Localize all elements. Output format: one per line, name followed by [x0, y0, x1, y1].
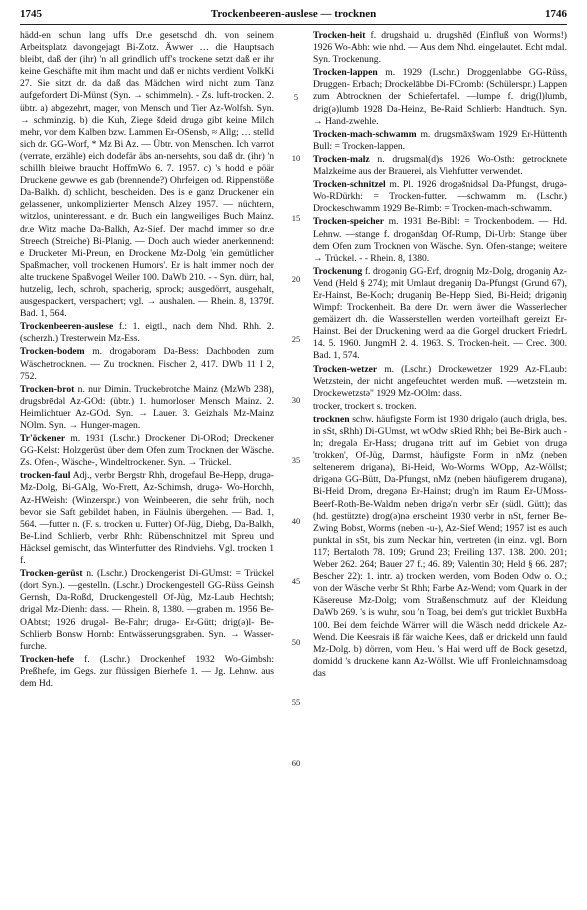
line-number: 35 — [291, 455, 301, 465]
left-column — [20, 30, 274, 691]
entry-headword: Trocken-gerüst — [20, 568, 83, 580]
entry-text: f. drugshaid u. drugshēd (Einfluß von Worms!) 1926 Wo-Abh: wie nhd. — Aus dem Nhd. eingelautet. Echt mdal. Syn. Trockenung. — [313, 30, 567, 66]
line-number: 50 — [291, 636, 301, 647]
dictionary-entry — [313, 67, 567, 127]
dictionary-entry — [313, 414, 567, 680]
entry-headword: Trocken-wetzer — [313, 363, 378, 375]
line-number: 55 — [291, 697, 301, 707]
dictionary-entry — [20, 30, 274, 320]
entry-text: m. 1931 (Lschr.) Drockener Di-ORod; Dreckener GG-Kelst: Holzgerüst über dem Ofen zum Trocknen der Wäsche. Zs. Ofen-, Wäsche-, Windeltrockener. Syn. → Trückel. — [20, 433, 274, 469]
dictionary-entry — [20, 568, 274, 653]
dictionary-entry — [20, 346, 274, 382]
entry-text: m. 1929 (Lschr.) Droggenlabbe GG-Rüss, Druggen- Erbach; Drockelābbe Di-FCromb: (Schülerspr.) Lappen zum Abtrocknen der Schiefertafel. —lumpe f. drig(l)lumb, drig(ə)lumb 1928 Da-Heinz, Be-Raid Schlierb: Handtuch. Syn. → Hand-zwehle. — [313, 67, 567, 127]
entry-headword: Trocken-lappen — [313, 67, 378, 79]
entry-headword: Trocken-hefe — [20, 653, 74, 665]
entry-text: f. drogəniŋ GG-Erf, drogniŋ Mz-Dolg, drogəniŋ Az-Vend (Held § 274); mit Umlaut dregəniŋ Da-Pfungst (Grund 67), Er-Hainst, Be-Koch; drugəniŋ Be-Hepp Sied, Bi-Heid; drigəniŋ Wimpf: Trockenheit. Ba dere Dr. wern äwer die Wasserlecher gemäizert dh. die Wasserstellen werden vorteilhaft gereizt Er-Hainst. Bei der Druckening werd aa die Gorgel druckert FriedrL 14. 5. 1960. JungmH 2. 4. 1963. S. Trocken-heit. — Crec. 300. Bad. 1, 574. — [313, 265, 567, 362]
dictionary-entry — [313, 401, 567, 413]
dictionary-entry — [313, 30, 567, 66]
line-number: 30 — [291, 394, 301, 405]
entry-text: f.: 1. eigtl., nach dem Nhd. Rhh. 2. (scherzh.) Tresterwein Mz-Ess. — [20, 321, 274, 345]
entry-text: n. nur Dimin. Truckebrotche Mainz (MzWb 238), drugsbrēdǝl Az-GOd: (übtr.) 1. humorloser Mensch Mainz. 2. Heimlichtuer Az-GOd. Syn. → Lauer. 3. Geizhals Mz-Mainz NOlm. Syn. → Hunger-magen. — [20, 383, 274, 431]
dictionary-entry — [313, 216, 567, 264]
entry-headword: Trocken-heit — [313, 30, 366, 41]
dictionary-entry — [20, 654, 274, 690]
entry-text: m. drugsmāxšwam 1929 Er-Hüttenth Bull: = Trocken-lappen. — [313, 128, 568, 152]
line-number: 25 — [291, 334, 301, 344]
entry-text: n. drugsmal(d)s 1926 Wo-Osth: getrocknete Malzkeime aus der Brauerei, als Viehfutter verwendet. — [313, 153, 567, 178]
entry-headword: Trocken-schnitzel — [313, 179, 386, 191]
dictionary-entry — [313, 364, 567, 400]
dictionary-entry — [313, 154, 567, 178]
entry-text: m. (Lschr.) Drockewetzer 1929 Az-FLaub: Wetzstein, der nicht angefeuchtet werden muß. —wetzstein m. Drockewetzstə" 1929 Mz-OOlm: dass. — [313, 363, 567, 399]
line-number: 5 — [293, 92, 299, 102]
dictionary-entry — [313, 266, 567, 363]
line-number: 60 — [291, 757, 301, 768]
line-number: 45 — [291, 576, 301, 586]
entry-text: m. 1931 Be-Bibl: = Trockenbodem. — Hd. Lehnw. —stange f. drogənšdaŋ Of-Rump, Di-Urb: Stange über dem Ofen zum Trocknen von Wäsche. Syn. Ofen-stange; weitere → Trückel. - - Rhein. 8, 1380. — [313, 216, 567, 264]
entry-headword: Trockenbeeren-auslese — [20, 321, 114, 333]
dictionary-entry — [20, 321, 274, 345]
entry-text: hädd-en schun lang uffs Dr.e gesetschd dh. von seinem Arbeitsplatz davongejagt Bi-Zotz. Äwwer … die Hauptsach bleibt, daß der (ihr) 'n all grindlich uff's trockene setzt daß er ihr keine Geschäfte mit ihm macht und daß er nichts verdient VolkKi 27. Sie sitzt dr. da daß das Mädchen wird nicht zum Tanz aufgefordert Di-Münst (Syn. → schimmeln). - Zs. luft-trocken. 2. übtr. a) abgezehrt, mager, von Mensch und Tier Az-Wolfsh. Syn. → schminzig. b) die Kuh, Ziege šdeid drugə gibt keine Milch mehr, vor dem Kalben bzw. Lammen Er-OSensb, ≈ Allg; … stelld sich dr. GG-Worf, * Mz Bi Az. — Übtr. von Menschen. Ich varrot (verrate, erzähle) eich dodefär äbs an-nersehts, sou daß dr. (ihr) 'n schillh bleiwe braucht HoffmWo 6. 7. 1957. c) 's hodd e pöär Druckene gewwe es gab (brennende?) Ohrfeigen od. Rippenstöße Da-Balkh. d) schlicht, bescheiden. Des is e ganz Druckener ein gelassener, unkomplizierter Mensch Alzey 1957. — nüchtern, witzlos, uninteressant. e dr. Buch ein langweiliges Buch Mainz. dr.e Witz mache Da-Balkh, Az-Sief. Der machd immer so dr.e Streech (Streiche) Bi-Planig. — Doch auch wieder anerkennend: e Drucketer Mi-Preun, en Drockene Mz-Dolg 'ein gemütlicher Spaßmacher, voll trockenen Humors'. Er is halt immer noch der alte truckene Spaßvogel Weiler 100. DaWb 210. - - Syn. dürr, hal, hutzelig, lech, schroh, spacherig, sprock; ausgedörrt, ausgehalt, ausgespackert, verspachert; vgl. → aushalen. — Rhein. 8, 1379f. Bad. 1, 564. — [20, 30, 274, 320]
dictionary-entry — [20, 384, 274, 432]
entry-headword: Trocken-speicher — [313, 216, 385, 228]
right-column — [313, 30, 567, 681]
dictionary-entry — [20, 470, 274, 567]
running-title: Trockenbeeren-auslese — trocknen — [210, 8, 377, 20]
entry-headword: Tr'öckener — [20, 433, 66, 445]
line-number: 20 — [291, 273, 301, 284]
entry-headword: Trocken-malz — [313, 153, 370, 165]
entry-text: n. (Lschr.) Drockengerist Di-GUmst: = Trückel (dort Syn.). —gestelln. (Lschr.) Drockengestell GG-Rüss Geinsh Gernsh, Da-Roßd, Druckengestell Of-Jüg, Mz-Laub Hechtsh; drigəl Mz-Dienh: dass. — Rhein. 8, 1380. —graben m. 1956 Be-OAbtst; 1926 drugəl- Be-Fahr; drugə- Er-Gütt; drig(ə)l- Be-Schlierb Bonsw Hornb: Entwässerungsgraben. Syn. → Wasser-furche. — [20, 568, 274, 652]
entry-text: schw. häufigste Form ist 1930 drigəlo (auch drigla, bes. in sSt, sRhh) Di-GUmst, wt wOdw sRied Rhh; bei Be-Birk auch -ln; dregələ Er-Hass; drugənə tritt auf im Gebiet von drugə 'trokken', Of-Jüg, Darmst, häufigste Form in nMz (neben seltenerem drigənə), Bi-Heid, Wo-Worms WOpp, Az-Wöllst; drigənə GG-Bütt, Da-Pfungst, nMz (neben häufigerem drugənə), Bi-Heid Drom, dregənə Er-Hainst; drug'n im Raum Er-UMoss-Beerf-Roth-Be-Waldm neben drigə'n verbr sEr (südl. Gütt); das (hd. gestützte) drog(ə)nə erscheint 1930 verbr in nSt, ferner Be-Zwing Bobst, Worms (neben -u-), Az-Sief Wend; 1957 ist es auch punktal in sSt, bis zum Neckar hin, vertreten (in einz. vgl. Born 117; Bertaloth 78. 109; Grund 23; Freiling 137. 138. 200. 201; Weber 262. 264; Bauer 27 f.; 46. 89; Valentin 30; Held § 66. 287; Bescher 22): 1. intr. a) trocken werden, vom Boden Odw o. O.; von der Wäsche verbr St Rhh; Farbe Az-Wend; vom Quark in der Käsereuse Mz-Dolg; vom Straßenschmutz auf der Kleidung DaWb 269. 's is wuhr, sou 'n Toag, bei dem's gut tricklet BuxbHa 100. Bei dem feichde Wärrer will die Wäsch nedd drickele Az-Wend. Die Keesrais iß fär waiche Kees, daß er drickeld unn fauld Mz-Dolg. b) dörren, vom Heu. 's Hai werd uff de Bock gesetzd, domidd 's druckene kann Az-Wöllst. Wie uff Fronleichnamsdoag das — [313, 413, 567, 679]
dictionary-entry — [313, 129, 567, 153]
page-number-right: 1746 — [545, 8, 567, 20]
line-number: 40 — [291, 515, 301, 526]
entry-headword: trocknen — [313, 413, 350, 425]
page-header — [20, 8, 567, 25]
entry-text: Adj., verbr Bergstr Rhh, drogefaul Be-Hepp, drugə- Mz-Dolg, Bi-GAlg, Wo-Frett, Az-Schimsh, drugə- Wo-Horchh, Az-HWeish: (Winzerspr.) von Weinbeeren, die sehr früh, noch bevor sie Saft gebildet haben, in Fäulnis übergehen. — Bad. 1, 564. —futter n. (F. s. trocken u. Futter) Of-Jüg, Diebg, Da-Balkh, Be-Lind Schlierb, verbr Rhh: Rübenschnitzel mit Spreu und Häcksel gemischt, das Winterfutter des Rindviehs. Vgl. trocken 1 f. — [20, 470, 275, 567]
entry-headword: Trockenung — [313, 265, 363, 277]
dictionary-entry — [20, 433, 274, 469]
entry-text: m. drogəborəm Da-Bess: Dachboden zum Wäschetrocknen. — Zu trocknen. Fischer 2, 417. DWb 11 I 2, 752. — [20, 346, 274, 382]
entry-headword: Trocken-mach-schwamm — [313, 128, 417, 140]
entry-headword: trocken-faul — [20, 470, 71, 482]
dictionary-entry — [313, 179, 567, 215]
entry-headword: Trocken-brot — [20, 383, 75, 395]
entry-text: f. (Lschr.) Drockenhef 1932 Wo-Gimbsh: Preßhefe, im Gegs. zur flüssigen Bierhefe 1. — Jg. Lehnw. aus dem Hd. — [20, 653, 274, 689]
entry-text: m. Pl. 1926 drogəšnidsəl Da-Pfungst, drugə- Wo-RDürkh: = Trocken-futter. —schwamm m. (Lschr.) Drockeschwamm 1929 Be-Rimb: = Trocken-mach-schwamm. — [313, 179, 567, 215]
line-number: 15 — [291, 213, 301, 223]
entry-text: trocker, trockert s. trocken. — [313, 400, 417, 412]
entry-headword: Trocken-bodem — [20, 346, 85, 358]
page-number-left: 1745 — [20, 8, 42, 20]
line-number: 10 — [291, 152, 301, 163]
